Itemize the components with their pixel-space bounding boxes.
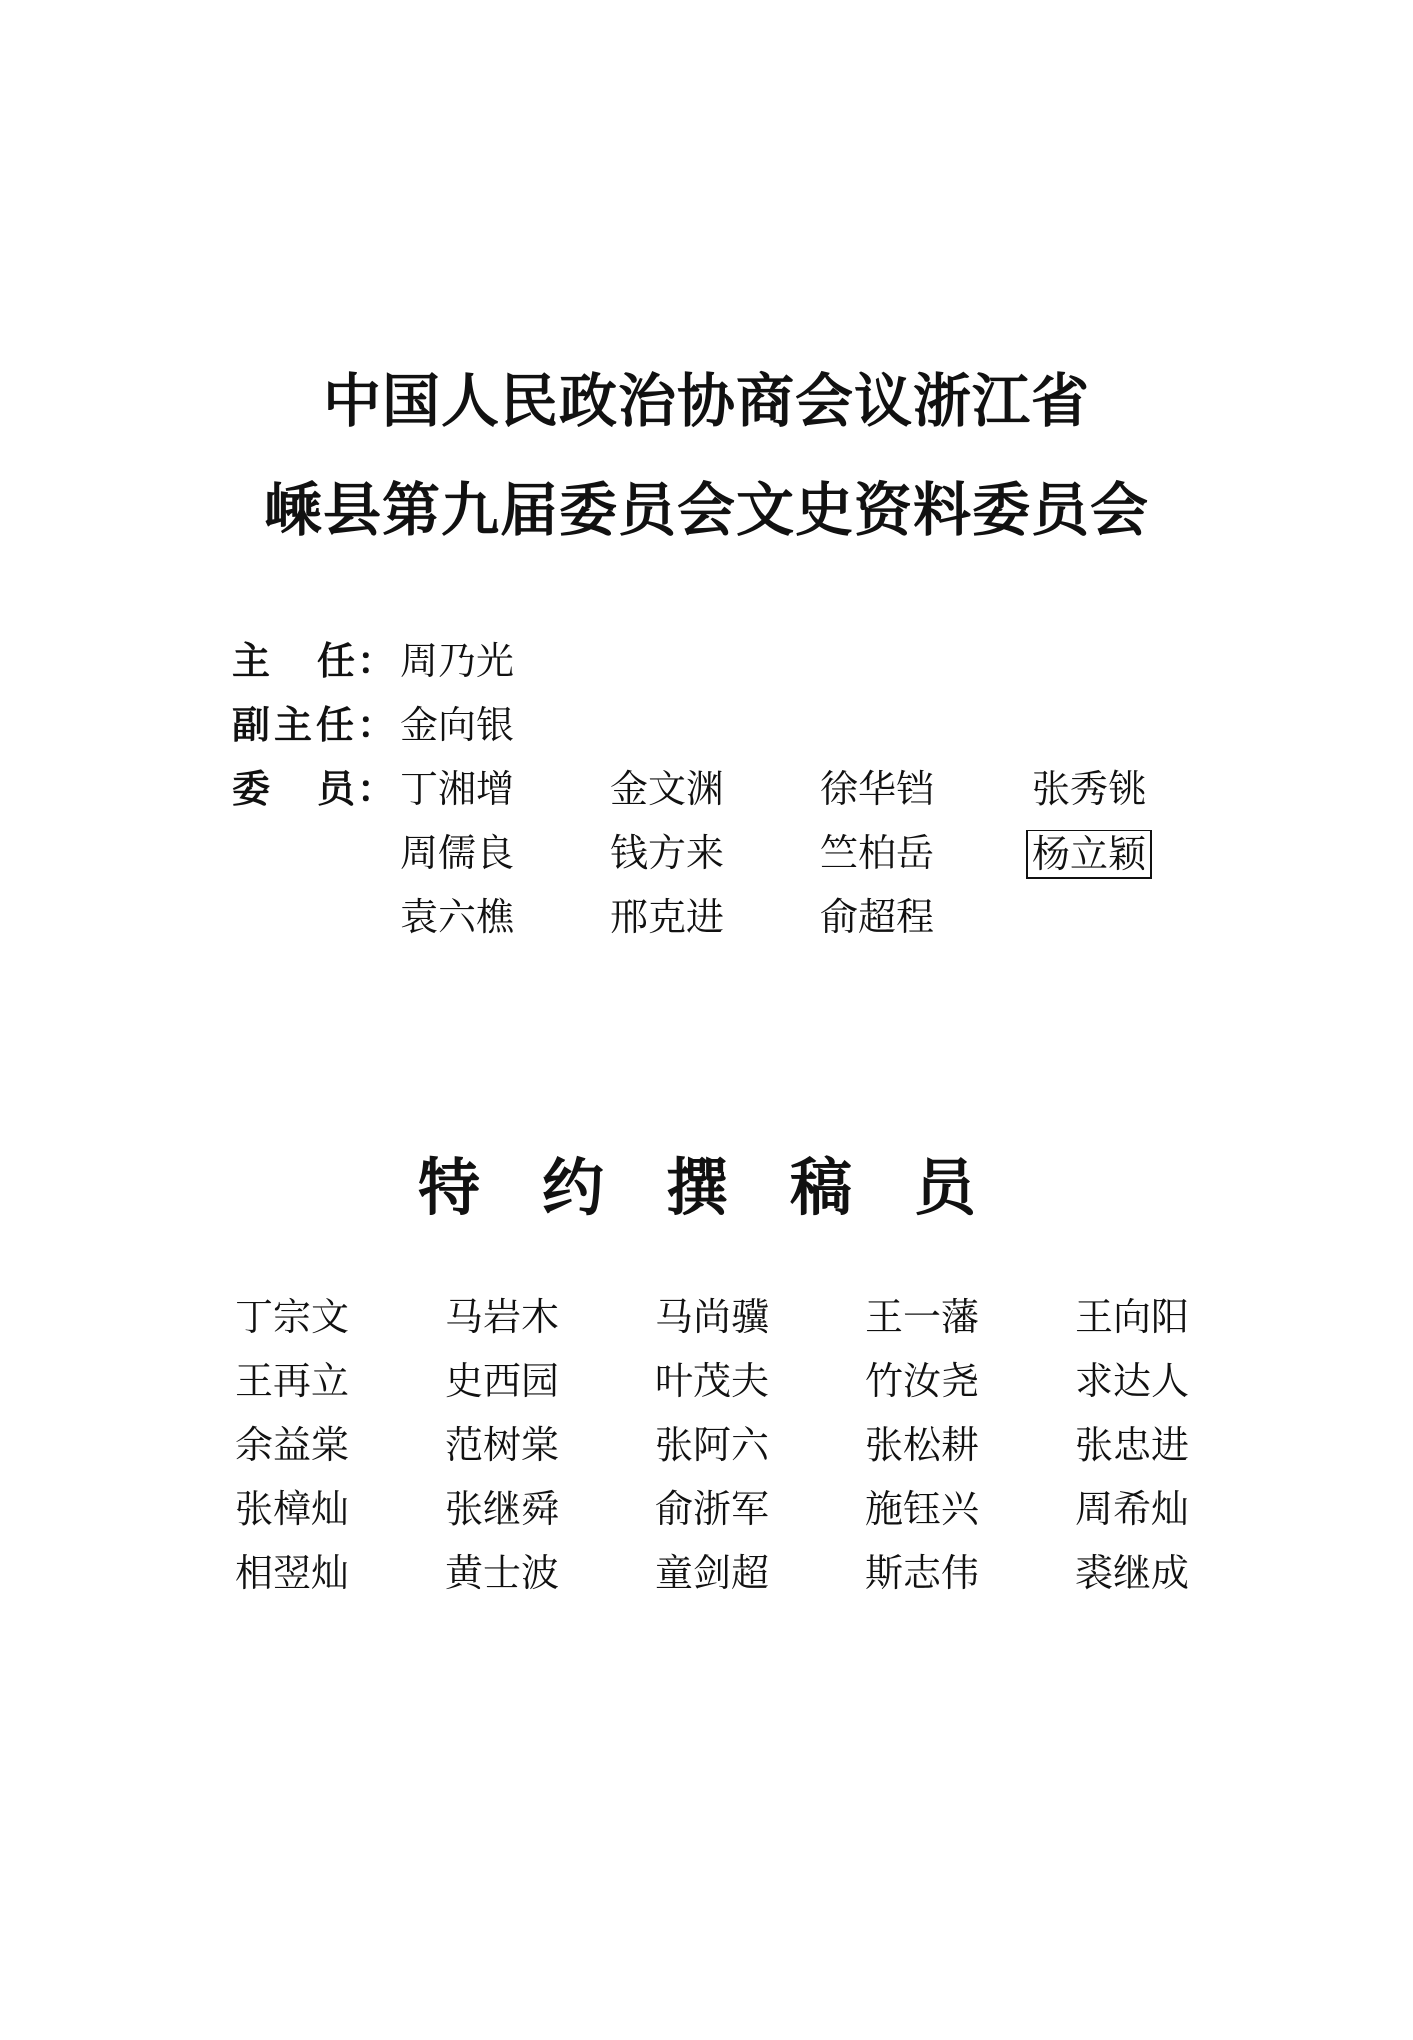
contributor-name: 黄士波 xyxy=(445,1551,560,1595)
vice-chair-label-char: 主 xyxy=(274,703,313,747)
contributor-name: 施钰兴 xyxy=(865,1487,980,1531)
header-line-1: 中国人民政治协商会议浙江省 xyxy=(322,367,1090,435)
members-label-char: 员 xyxy=(317,767,356,811)
contributor-name: 张阿六 xyxy=(655,1423,770,1467)
contributor-name: 相翌灿 xyxy=(235,1551,350,1595)
contributors-title-char: 员 xyxy=(914,1151,977,1224)
contributor-name: 斯志伟 xyxy=(865,1551,980,1595)
member-name: 钱方来 xyxy=(610,831,725,875)
contributors-title-char: 特 xyxy=(418,1151,481,1224)
contributor-name: 马尚骥 xyxy=(655,1295,770,1339)
member-name: 张秀铫 xyxy=(1032,767,1147,811)
vice-chair-name: 金向银 xyxy=(400,703,515,747)
member-name: 俞超程 xyxy=(820,895,935,939)
member-name-boxed: 杨立颖 xyxy=(1026,830,1152,879)
member-name: 徐华铛 xyxy=(820,767,935,811)
vice-chair-label xyxy=(232,700,402,750)
contributor-name: 余益棠 xyxy=(235,1423,350,1467)
members-label-colon: ： xyxy=(357,767,396,811)
contributor-name: 史西园 xyxy=(445,1359,560,1403)
contributor-name: 王一藩 xyxy=(865,1295,980,1339)
member-name: 邢克进 xyxy=(610,895,725,939)
header-line-2: 嵊县第九届委员会文史资料委员会 xyxy=(263,476,1149,544)
contributors-title-char: 约 xyxy=(542,1151,605,1224)
contributor-name: 张忠进 xyxy=(1075,1423,1190,1467)
member-name: 袁六樵 xyxy=(400,895,515,939)
vice-chair-label-char: 副 xyxy=(232,703,271,747)
contributor-name: 求达人 xyxy=(1075,1359,1190,1403)
contributors-title-char: 撰 xyxy=(666,1151,729,1224)
member-name: 金文渊 xyxy=(610,767,725,811)
contributor-name: 王再立 xyxy=(235,1359,350,1403)
contributors-title-char: 稿 xyxy=(790,1151,853,1224)
chair-label xyxy=(232,636,402,686)
members-label xyxy=(232,764,402,814)
vice-chair-label-colon: ： xyxy=(357,703,396,747)
contributor-name: 丁宗文 xyxy=(235,1295,350,1339)
contributor-name: 马岩木 xyxy=(445,1295,560,1339)
members-label-char: 委 xyxy=(232,767,271,811)
contributor-name: 张樟灿 xyxy=(235,1487,350,1531)
contributor-name: 竹汝尧 xyxy=(865,1359,980,1403)
contributor-name: 王向阳 xyxy=(1075,1295,1190,1339)
chair-name: 周乃光 xyxy=(400,639,515,683)
vice-chair-label-char: 任 xyxy=(316,703,355,747)
contributor-name: 童剑超 xyxy=(655,1551,770,1595)
contributors-title xyxy=(0,1148,1413,1228)
contributor-name: 周希灿 xyxy=(1075,1487,1190,1531)
member-name: 丁湘增 xyxy=(400,767,515,811)
contributor-name: 俞浙军 xyxy=(655,1487,770,1531)
contributor-name: 张松耕 xyxy=(865,1423,980,1467)
contributor-name: 范树棠 xyxy=(445,1423,560,1467)
chair-label-char: 任 xyxy=(317,639,356,683)
contributor-name: 张继舜 xyxy=(445,1487,560,1531)
chair-label-colon: ： xyxy=(357,639,396,683)
member-name: 竺柏岳 xyxy=(820,831,935,875)
contributor-name: 裘继成 xyxy=(1075,1551,1190,1595)
contributor-name: 叶茂夫 xyxy=(655,1359,770,1403)
chair-label-char: 主 xyxy=(232,639,271,683)
member-name: 周儒良 xyxy=(400,831,515,875)
